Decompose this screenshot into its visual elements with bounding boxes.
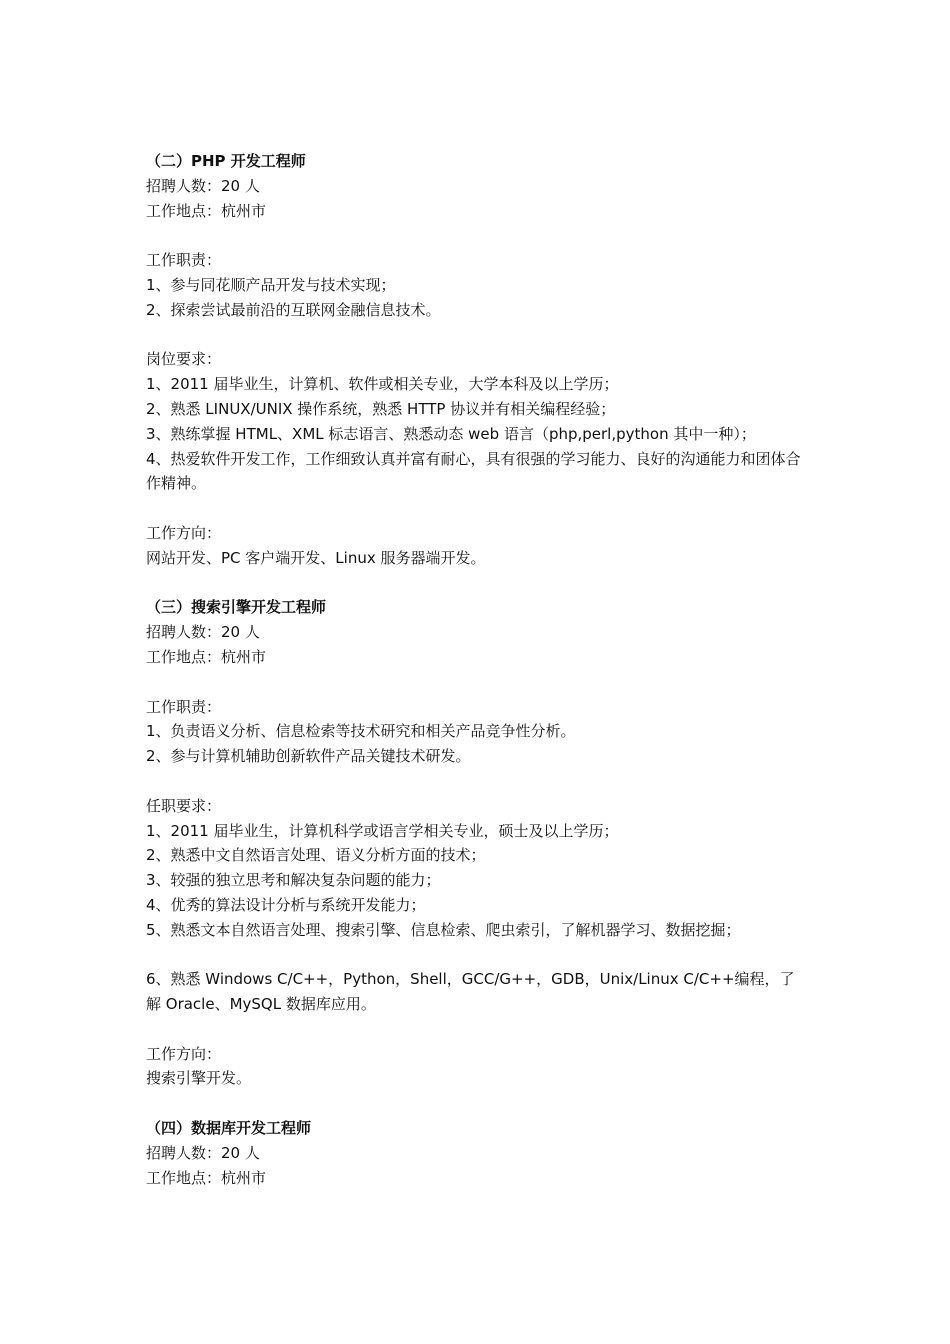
spacer	[146, 943, 836, 968]
duty-item: 2、探索尝试最前沿的互联网金融信息技术。	[146, 300, 441, 319]
requirements-label: 岗位要求：	[146, 350, 222, 369]
headcount: 招聘人数：20 人	[146, 1143, 260, 1162]
spacer	[146, 769, 836, 794]
section-title-database: （四）数据库开发工程师	[146, 1119, 312, 1138]
spacer	[146, 1091, 836, 1116]
duty-item: 2、参与计算机辅助创新软件产品关键技术研发。	[146, 747, 471, 766]
section-title-search: （三）搜索引擎开发工程师	[146, 598, 327, 617]
requirements-label: 任职要求：	[146, 796, 222, 815]
section-title-php: （二）PHP 开发工程师	[146, 152, 306, 170]
location: 工作地点：杭州市	[146, 1168, 267, 1187]
requirement-item: 2、熟悉中文自然语言处理、语义分析方面的技术；	[146, 846, 486, 865]
document-page	[146, 149, 836, 1190]
direction-label: 工作方向：	[146, 1044, 222, 1063]
location: 工作地点：杭州市	[146, 647, 267, 666]
duties-label: 工作职责：	[146, 697, 222, 716]
requirement-item: 4、热爱软件开发工作，工作细致认真并富有耐心，具有很强的学习能力、良好的沟通能力和团体合作精神。	[146, 449, 801, 493]
location: 工作地点：杭州市	[146, 201, 267, 220]
headcount: 招聘人数：20 人	[146, 176, 260, 195]
requirement-item: 1、2011 届毕业生，计算机、软件或相关专业，大学本科及以上学历；	[146, 375, 619, 394]
spacer	[146, 670, 836, 695]
duties-label: 工作职责：	[146, 251, 222, 270]
spacer	[146, 496, 836, 521]
requirement-item: 5、熟悉文本自然语言处理、搜索引擎、信息检索、爬虫索引，了解机器学习、数据挖掘；	[146, 920, 741, 939]
requirement-item: 1、2011 届毕业生，计算机科学或语言学相关专业，硕士及以上学历；	[146, 821, 619, 840]
spacer	[146, 223, 836, 248]
duty-item: 1、负责语义分析、信息检索等技术研究和相关产品竞争性分析。	[146, 722, 576, 741]
spacer	[146, 571, 836, 596]
requirement-item: 3、熟练掌握 HTML、XML 标志语言、熟悉动态 web 语言（php,perl,python 其中一种）；	[146, 424, 756, 443]
direction-label: 工作方向：	[146, 523, 222, 542]
duty-item: 1、参与同花顺产品开发与技术实现；	[146, 275, 396, 294]
direction-text: 搜索引擎开发。	[146, 1069, 252, 1088]
direction-text: 网站开发、PC 客户端开发、Linux 服务器端开发。	[146, 548, 486, 567]
spacer	[146, 1017, 836, 1042]
requirement-item: 2、熟悉 LINUX/UNIX 操作系统，熟悉 HTTP 协议并有相关编程经验；	[146, 399, 616, 418]
spacer	[146, 323, 836, 348]
headcount: 招聘人数：20 人	[146, 623, 260, 642]
requirement-item: 6、熟悉 Windows C/C++，Python，Shell，GCC/G++，GDB，Unix/Linux C/C++编程，了解 Oracle、MySQL 数据库应用。	[146, 970, 795, 1014]
requirement-item: 3、较强的独立思考和解决复杂问题的能力；	[146, 871, 441, 890]
requirement-item: 4、优秀的算法设计分析与系统开发能力；	[146, 895, 426, 914]
